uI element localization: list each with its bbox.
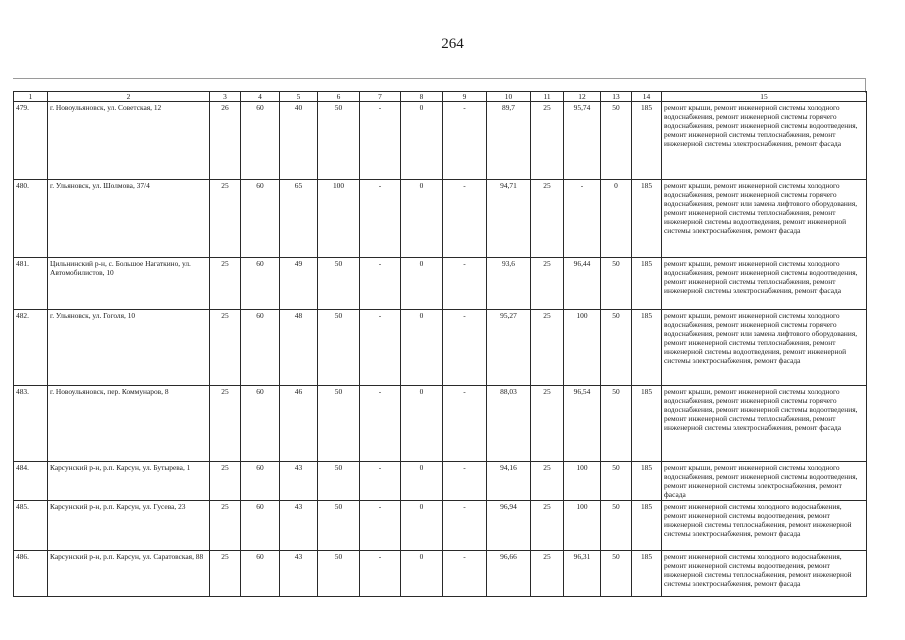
value-cell: 48 [280, 310, 318, 386]
works-description-cell: ремонт крыши, ремонт инженерной системы холодного водоснабжения, ремонт инженерной системы горячего водоснабжения, ремонт или замена лифтового оборудования, ремонт инженерной системы теплоснабжения, ремонт инженерной системы водоотведения, ремонт инженерной системы электроснабжения, ремонт фасада [662, 180, 867, 258]
value-cell: 60 [241, 102, 280, 180]
value-cell: - [443, 180, 487, 258]
value-cell: 185 [632, 386, 662, 462]
table-row [14, 462, 867, 501]
value-cell: 50 [318, 102, 360, 180]
table-row [14, 551, 867, 597]
value-cell: 50 [601, 501, 632, 551]
row-number: 484. [14, 462, 48, 501]
value-cell: 0 [401, 258, 443, 310]
table-row [14, 501, 867, 551]
address-cell: г. Новоульяновск, ул. Советская, 12 [48, 102, 210, 180]
value-cell: 65 [280, 180, 318, 258]
value-cell: 60 [241, 180, 280, 258]
value-cell: - [443, 102, 487, 180]
value-cell: 0 [401, 102, 443, 180]
value-cell: 25 [531, 501, 564, 551]
value-cell: 43 [280, 551, 318, 597]
value-cell: 93,6 [487, 258, 531, 310]
column-header: 9 [443, 92, 487, 102]
value-cell: 50 [318, 462, 360, 501]
row-number: 483. [14, 386, 48, 462]
value-cell: 25 [531, 551, 564, 597]
value-cell: 96,31 [564, 551, 601, 597]
address-cell: Карсунский р-н, р.п. Карсун, ул. Гусева, 23 [48, 501, 210, 551]
value-cell: 25 [210, 258, 241, 310]
value-cell: 50 [601, 258, 632, 310]
value-cell: 100 [564, 462, 601, 501]
column-header: 5 [280, 92, 318, 102]
value-cell: 50 [601, 386, 632, 462]
value-cell: 49 [280, 258, 318, 310]
column-header: 1 [14, 92, 48, 102]
value-cell: - [360, 462, 401, 501]
value-cell: 40 [280, 102, 318, 180]
works-description-cell: ремонт крыши, ремонт инженерной системы холодного водоснабжения, ремонт инженерной системы водоотведения, ремонт инженерной системы теплоснабжения, ремонт инженерной системы электроснабжения, ремонт фасада [662, 258, 867, 310]
value-cell: 25 [210, 501, 241, 551]
value-cell: 43 [280, 501, 318, 551]
value-cell: 94,16 [487, 462, 531, 501]
works-description-cell: ремонт крыши, ремонт инженерной системы холодного водоснабжения, ремонт инженерной системы горячего водоснабжения, ремонт инженерной системы водоотведения, ремонт инженерной системы теплоснабжения, ремонт инженерной системы электроснабжения, ремонт фасада [662, 102, 867, 180]
value-cell: 0 [401, 310, 443, 386]
value-cell: 100 [564, 310, 601, 386]
value-cell: 46 [280, 386, 318, 462]
column-header: 11 [531, 92, 564, 102]
value-cell: 185 [632, 258, 662, 310]
value-cell: 50 [318, 258, 360, 310]
value-cell: 50 [601, 102, 632, 180]
row-number: 481. [14, 258, 48, 310]
value-cell: - [564, 180, 601, 258]
column-header: 6 [318, 92, 360, 102]
column-header: 10 [487, 92, 531, 102]
value-cell: - [360, 551, 401, 597]
value-cell: 50 [318, 551, 360, 597]
value-cell: 25 [531, 180, 564, 258]
value-cell: 185 [632, 310, 662, 386]
value-cell: 25 [531, 386, 564, 462]
value-cell: 0 [401, 462, 443, 501]
value-cell: - [360, 310, 401, 386]
table-row [14, 386, 867, 462]
column-header: 15 [662, 92, 867, 102]
value-cell: 25 [531, 102, 564, 180]
value-cell: - [443, 551, 487, 597]
value-cell: - [443, 310, 487, 386]
value-cell: 25 [531, 462, 564, 501]
value-cell: - [360, 501, 401, 551]
value-cell: - [360, 386, 401, 462]
value-cell: 0 [401, 551, 443, 597]
row-number: 482. [14, 310, 48, 386]
table-row [14, 310, 867, 386]
column-header: 3 [210, 92, 241, 102]
table-row [14, 258, 867, 310]
value-cell: 25 [210, 386, 241, 462]
table-body [14, 102, 867, 597]
value-cell: 50 [601, 310, 632, 386]
page-fold-line [13, 78, 866, 79]
value-cell: 185 [632, 462, 662, 501]
value-cell: 50 [318, 310, 360, 386]
value-cell: 43 [280, 462, 318, 501]
value-cell: 95,74 [564, 102, 601, 180]
value-cell: 25 [531, 310, 564, 386]
value-cell: 96,44 [564, 258, 601, 310]
column-header: 14 [632, 92, 662, 102]
value-cell: 96,54 [564, 386, 601, 462]
value-cell: 60 [241, 501, 280, 551]
value-cell: 0 [401, 501, 443, 551]
address-cell: Карсунский р-н, р.п. Карсун, ул. Саратовская, 88 [48, 551, 210, 597]
address-cell: г. Новоульяновск, пер. Коммунаров, 8 [48, 386, 210, 462]
page-number: 264 [441, 36, 464, 52]
value-cell: 60 [241, 310, 280, 386]
row-number: 480. [14, 180, 48, 258]
value-cell: 96,66 [487, 551, 531, 597]
table-row [14, 102, 867, 180]
value-cell: - [443, 386, 487, 462]
address-cell: Цильнинский р-н, с. Большое Нагаткино, ул. Автомобилистов, 10 [48, 258, 210, 310]
value-cell: 185 [632, 501, 662, 551]
value-cell: 96,94 [487, 501, 531, 551]
value-cell: 60 [241, 258, 280, 310]
value-cell: 185 [632, 102, 662, 180]
value-cell: 50 [318, 501, 360, 551]
works-description-cell: ремонт крыши, ремонт инженерной системы холодного водоснабжения, ремонт инженерной системы горячего водоснабжения, ремонт инженерной системы водоотведения, ремонт инженерной системы теплоснабжения, ремонт инженерной системы электроснабжения, ремонт фасада [662, 386, 867, 462]
value-cell: 0 [401, 386, 443, 462]
row-number: 479. [14, 102, 48, 180]
value-cell: 25 [531, 258, 564, 310]
value-cell: - [443, 501, 487, 551]
column-header: 4 [241, 92, 280, 102]
column-header: 2 [48, 92, 210, 102]
works-description-cell: ремонт крыши, ремонт инженерной системы холодного водоснабжения, ремонт инженерной системы горячего водоснабжения, ремонт или замена лифтового оборудования, ремонт инженерной системы теплоснабжения, ремонт инженерной системы водоотведения, ремонт инженерной системы электроснабжения, ремонт фасада [662, 310, 867, 386]
address-cell: Карсунский р-н, р.п. Карсун, ул. Бутырева, 1 [48, 462, 210, 501]
value-cell: 60 [241, 551, 280, 597]
column-number-row [14, 92, 867, 102]
works-description-cell: ремонт инженерной системы холодного водоснабжения, ремонт инженерной системы водоотведения, ремонт инженерной системы теплоснабжения, ремонт инженерной системы электроснабжения, ремонт фасада [662, 501, 867, 551]
table-row [14, 180, 867, 258]
value-cell: 26 [210, 102, 241, 180]
value-cell: - [360, 180, 401, 258]
column-header: 8 [401, 92, 443, 102]
address-cell: г. Ульяновск, ул. Гоголя, 10 [48, 310, 210, 386]
value-cell: - [360, 258, 401, 310]
value-cell: 0 [601, 180, 632, 258]
value-cell: 25 [210, 180, 241, 258]
works-description-cell: ремонт крыши, ремонт инженерной системы холодного водоснабжения, ремонт инженерной системы водоотведения, ремонт инженерной системы электроснабжения, ремонт фасада [662, 462, 867, 501]
row-number: 485. [14, 501, 48, 551]
value-cell: 25 [210, 310, 241, 386]
value-cell: 60 [241, 386, 280, 462]
value-cell: 50 [318, 386, 360, 462]
value-cell: - [360, 102, 401, 180]
repair-register-table [13, 91, 867, 597]
value-cell: 60 [241, 462, 280, 501]
value-cell: 25 [210, 551, 241, 597]
row-number: 486. [14, 551, 48, 597]
value-cell: 94,71 [487, 180, 531, 258]
value-cell: 50 [601, 551, 632, 597]
value-cell: 95,27 [487, 310, 531, 386]
value-cell: 50 [601, 462, 632, 501]
column-header: 13 [601, 92, 632, 102]
value-cell: 0 [401, 180, 443, 258]
value-cell: 100 [564, 501, 601, 551]
value-cell: 89,7 [487, 102, 531, 180]
address-cell: г. Ульяновск, ул. Шолмова, 37/4 [48, 180, 210, 258]
value-cell: 185 [632, 551, 662, 597]
column-header: 12 [564, 92, 601, 102]
value-cell: 185 [632, 180, 662, 258]
value-cell: 88,03 [487, 386, 531, 462]
value-cell: 100 [318, 180, 360, 258]
column-header: 7 [360, 92, 401, 102]
value-cell: 25 [210, 462, 241, 501]
value-cell: - [443, 462, 487, 501]
works-description-cell: ремонт инженерной системы холодного водоснабжения, ремонт инженерной системы водоотведения, ремонт инженерной системы теплоснабжения, ремонт инженерной системы электроснабжения, ремонт фасада [662, 551, 867, 597]
value-cell: - [443, 258, 487, 310]
